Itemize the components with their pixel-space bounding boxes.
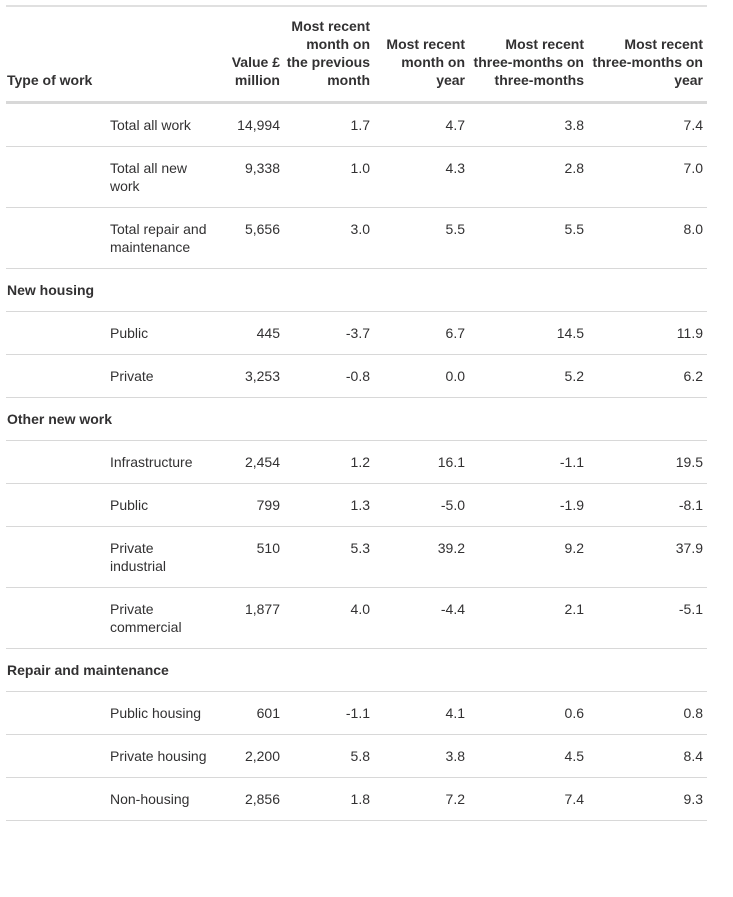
group-header-row [6, 649, 707, 692]
month-year-cell: -4.4 [374, 588, 469, 649]
month-prev-cell: 1.8 [284, 778, 374, 821]
month-year-cell: 6.7 [374, 312, 469, 355]
three-three-cell: 5.5 [469, 208, 588, 269]
row-label: Private [110, 355, 212, 398]
month-year-cell: 4.1 [374, 692, 469, 735]
month-year-cell: 7.2 [374, 778, 469, 821]
group-title-new-housing: New housing [6, 269, 707, 312]
row-label: Public housing [110, 692, 212, 735]
table-row [6, 692, 707, 735]
month-year-cell: 16.1 [374, 441, 469, 484]
month-prev-cell: -1.1 [284, 692, 374, 735]
three-year-cell: 37.9 [588, 527, 707, 588]
table-row [6, 735, 707, 778]
group-title-other-new-work: Other new work [6, 398, 707, 441]
three-year-cell: 9.3 [588, 778, 707, 821]
table-row [6, 527, 707, 588]
value-cell: 799 [212, 484, 284, 527]
table-row [6, 355, 707, 398]
value-cell: 2,454 [212, 441, 284, 484]
value-cell: 2,856 [212, 778, 284, 821]
value-cell: 1,877 [212, 588, 284, 649]
three-year-cell: 7.4 [588, 103, 707, 147]
three-year-cell: 19.5 [588, 441, 707, 484]
row-label: Public [110, 484, 212, 527]
month-year-cell: 0.0 [374, 355, 469, 398]
three-year-cell: 7.0 [588, 147, 707, 208]
month-prev-cell: 4.0 [284, 588, 374, 649]
three-year-cell: 8.4 [588, 735, 707, 778]
header-three-months-on-three-months: Most recent three-months on three-months [469, 6, 588, 103]
three-three-cell: 4.5 [469, 735, 588, 778]
row-label: Private industrial [110, 527, 212, 588]
table-row [6, 208, 707, 269]
month-year-cell: -5.0 [374, 484, 469, 527]
three-year-cell: 6.2 [588, 355, 707, 398]
three-year-cell: -8.1 [588, 484, 707, 527]
value-cell: 601 [212, 692, 284, 735]
three-three-cell: 14.5 [469, 312, 588, 355]
row-label: Private housing [110, 735, 212, 778]
value-cell: 510 [212, 527, 284, 588]
three-year-cell: -5.1 [588, 588, 707, 649]
value-cell: 9,338 [212, 147, 284, 208]
three-three-cell: 5.2 [469, 355, 588, 398]
three-three-cell: 7.4 [469, 778, 588, 821]
three-three-cell: 3.8 [469, 103, 588, 147]
row-label: Infrastructure [110, 441, 212, 484]
row-label: Total repair and maintenance [110, 208, 212, 269]
row-label: Non-housing [110, 778, 212, 821]
row-label: Total all work [110, 103, 212, 147]
value-cell: 5,656 [212, 208, 284, 269]
value-cell: 3,253 [212, 355, 284, 398]
row-label: Total all new work [110, 147, 212, 208]
month-prev-cell: 3.0 [284, 208, 374, 269]
table-row [6, 312, 707, 355]
row-label: Private commercial [110, 588, 212, 649]
table-row [6, 147, 707, 208]
row-label: Public [110, 312, 212, 355]
table-row [6, 441, 707, 484]
three-three-cell: 2.8 [469, 147, 588, 208]
three-year-cell: 11.9 [588, 312, 707, 355]
value-cell: 14,994 [212, 103, 284, 147]
table-header-row [6, 6, 707, 103]
month-prev-cell: 1.7 [284, 103, 374, 147]
header-month-on-year: Most recent month on year [374, 6, 469, 103]
table-row [6, 103, 707, 147]
month-year-cell: 4.3 [374, 147, 469, 208]
header-three-months-on-year: Most recent three-months on year [588, 6, 707, 103]
month-prev-cell: 1.2 [284, 441, 374, 484]
month-prev-cell: -0.8 [284, 355, 374, 398]
three-three-cell: 2.1 [469, 588, 588, 649]
month-prev-cell: 1.3 [284, 484, 374, 527]
table-row [6, 778, 707, 821]
three-three-cell: -1.1 [469, 441, 588, 484]
three-year-cell: 8.0 [588, 208, 707, 269]
value-cell: 2,200 [212, 735, 284, 778]
group-header-row [6, 269, 707, 312]
month-year-cell: 3.8 [374, 735, 469, 778]
table-row [6, 484, 707, 527]
month-prev-cell: 5.3 [284, 527, 374, 588]
group-title-repair-and-maintenance: Repair and maintenance [6, 649, 707, 692]
month-prev-cell: 1.0 [284, 147, 374, 208]
header-type-of-work: Type of work [6, 6, 212, 103]
three-three-cell: 9.2 [469, 527, 588, 588]
value-cell: 445 [212, 312, 284, 355]
three-three-cell: 0.6 [469, 692, 588, 735]
header-value: Value £ million [212, 6, 284, 103]
month-year-cell: 4.7 [374, 103, 469, 147]
month-year-cell: 5.5 [374, 208, 469, 269]
month-year-cell: 39.2 [374, 527, 469, 588]
construction-output-table [6, 5, 707, 821]
table-row [6, 588, 707, 649]
month-prev-cell: -3.7 [284, 312, 374, 355]
three-year-cell: 0.8 [588, 692, 707, 735]
month-prev-cell: 5.8 [284, 735, 374, 778]
group-header-row [6, 398, 707, 441]
three-three-cell: -1.9 [469, 484, 588, 527]
header-month-on-previous-month: Most recent month on the previous month [284, 6, 374, 103]
